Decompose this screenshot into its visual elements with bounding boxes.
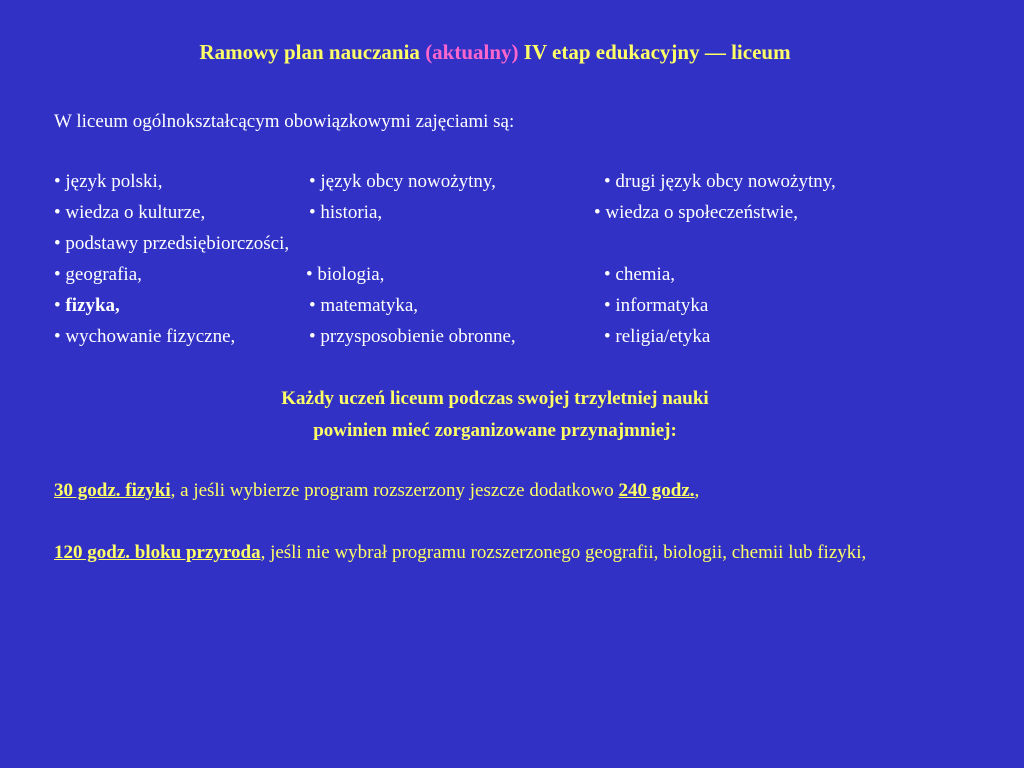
subject-item	[54, 295, 120, 317]
physics-hours-paragraph	[54, 476, 954, 505]
subjects-row	[54, 326, 974, 357]
subjects-row	[54, 171, 974, 202]
subjects-row	[54, 264, 974, 295]
emphasis-line2: powinien mieć zorganizowane przynajmniej:	[313, 420, 677, 441]
extended-hours: 240 godz.	[618, 480, 695, 501]
subject-item: • język polski,	[54, 171, 163, 192]
subject-bullet: •	[54, 295, 66, 316]
intro-text: W liceum ogólnokształcącym obowiązkowymi zajęciami są:	[54, 111, 515, 132]
science-block-hours: 120 godz. bloku przyroda	[54, 542, 261, 563]
subject-item: • język obcy nowożytny,	[309, 171, 496, 192]
subject-item: • chemia,	[604, 264, 676, 285]
subject-item: • informatyka	[604, 295, 709, 316]
subjects-row	[54, 202, 974, 233]
para2-text: , jeśli nie wybrał programu rozszerzonego geografii, biologii, chemii lub fizyki,	[260, 542, 867, 563]
subject-item: • przysposobienie obronne,	[309, 326, 516, 347]
para1-text: , a jeśli wybierze program rozszerzony jeszcze dodatkowo	[170, 480, 619, 501]
subject-item: • historia,	[309, 202, 383, 223]
subject-item: • religia/etyka	[604, 326, 711, 347]
subject-item: • biologia,	[306, 264, 385, 285]
subject-item: • geografia,	[54, 264, 142, 285]
emphasis-text	[0, 383, 990, 447]
subject-item: • drugi język obcy nowożytny,	[604, 171, 836, 192]
subject-item: • wiedza o społeczeństwie,	[594, 202, 798, 223]
subjects-list	[54, 171, 974, 357]
subjects-row	[54, 233, 974, 264]
subject-item: • podstawy przedsiębiorczości,	[54, 233, 290, 254]
subject-fizyka: fizyka,	[65, 295, 120, 316]
science-block-paragraph	[54, 538, 954, 567]
subjects-row	[54, 295, 974, 326]
title-part2: IV etap edukacyjny — liceum	[518, 40, 791, 64]
subject-item: • wiedza o kulturze,	[54, 202, 206, 223]
slide-title	[0, 40, 990, 65]
emphasis-line1: Każdy uczeń liceum podczas swojej trzyletniej nauki	[281, 388, 709, 409]
title-part1: Ramowy plan nauczania	[199, 40, 426, 64]
para1-end: ,	[694, 480, 700, 501]
subject-item: • wychowanie fizyczne,	[54, 326, 236, 347]
subject-item: • matematyka,	[309, 295, 418, 316]
physics-hours: 30 godz. fizyki	[54, 480, 171, 501]
title-highlight: (aktualny)	[425, 40, 519, 64]
